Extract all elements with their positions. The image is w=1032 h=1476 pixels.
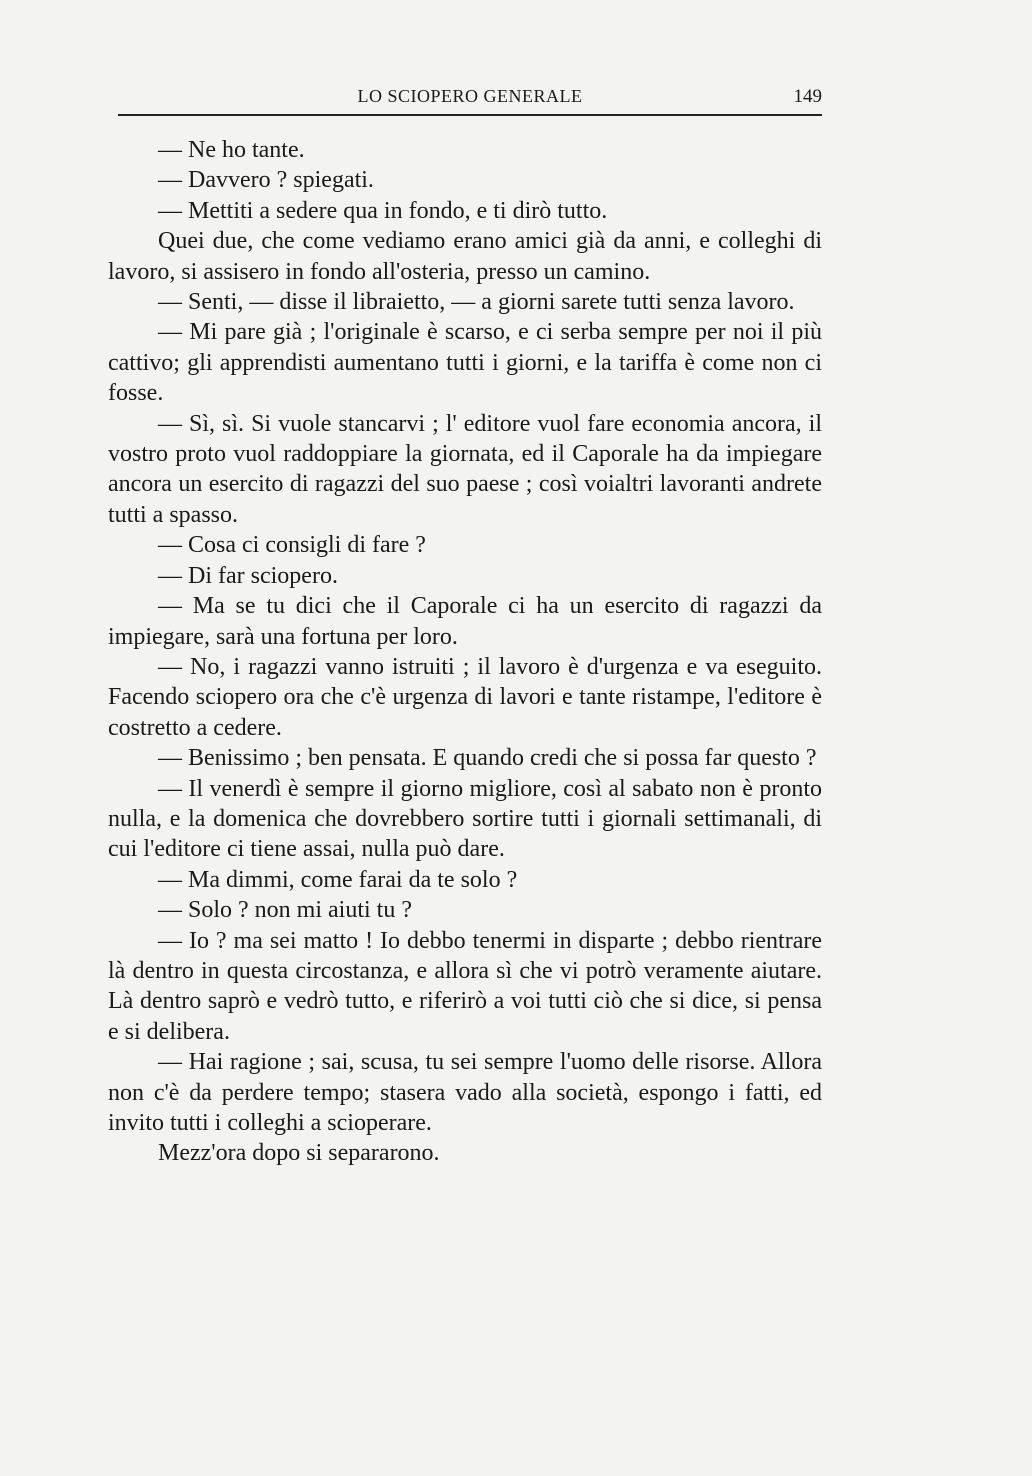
paragraph: — Di far sciopero.	[158, 562, 338, 589]
paragraph: Mezz'ora dopo si separarono.	[158, 1140, 440, 1167]
paragraph: — Ma dimmi, come farai da te solo ?	[158, 866, 518, 893]
body-text	[108, 135, 822, 1169]
paragraph: — Cosa ci consigli di fare ?	[158, 532, 426, 559]
page-number: 149	[793, 86, 822, 107]
paragraph: — Ne ho tante.	[158, 137, 305, 163]
running-title: LO SCIOPERO GENERALE	[357, 86, 583, 106]
paragraph: — No, i ragazzi vanno istruiti ; il lavoro è d'urgenza e va eseguito. Facendo sciopero ora che c'è urgenza di lavori e tante ristampe, l'editore è costretto a cedere.	[108, 653, 822, 741]
paragraph: — Il venerdì è sempre il giorno migliore, così al sabato non è pronto nulla, e la domenica che dovrebbero sortire tutti i giornali settimanali, di cui l'editore ci tiene assai, nulla può dare.	[108, 775, 822, 863]
paragraph: — Mettiti a sedere qua in fondo, e ti dirò tutto.	[158, 197, 608, 224]
paragraph: — Senti, — disse il libraietto, — a giorni sarete tutti senza lavoro.	[158, 289, 795, 316]
paragraph: — Hai ragione ; sai, scusa, tu sei sempre l'uomo delle risorse. Allora non c'è da perdere tempo; stasera vado alla società, espongo i fatti, ed invito tutti i colleghi a scioperare.	[108, 1049, 822, 1136]
paragraph: — Benissimo ; ben pensata. E quando credi che si possa far questo ?	[158, 745, 817, 772]
paragraph: — Mi pare già ; l'originale è scarso, e ci serba sempre per noi il più cattivo; gli apprendisti aumentano tutti i giorni, e la tariffa è come non ci fosse.	[108, 319, 822, 407]
running-head	[118, 86, 822, 112]
paragraph: — Sì, sì. Si vuole stancarvi ; l' editore vuol fare economia ancora, il vostro proto vuol raddoppiare la giornata, ed il Caporale ha da impiegare ancora un esercito di ragazzi del suo paese ; così voialtri lavoranti andrete tutti a spasso.	[108, 410, 822, 528]
paragraph: — Io ? ma sei matto ! Io debbo tenermi in disparte ; debbo rientrare là dentro in questa circostanza, e allora sì che vi potrò veramente aiutare. Là dentro saprò e vedrò tutto, e riferirò a voi tutti ciò che si dice, si pensa e si delibera.	[108, 927, 822, 1045]
paragraph: — Solo ? non mi aiuti tu ?	[158, 897, 412, 924]
paragraph: — Davvero ? spiegati.	[158, 167, 374, 194]
header-rule	[118, 114, 822, 116]
paragraph: Quei due, che come vediamo erano amici già da anni, e colleghi di lavoro, si assisero in fondo all'osteria, presso un camino.	[108, 228, 822, 285]
paragraph: — Ma se tu dici che il Caporale ci ha un esercito di ragazzi da impiegare, sarà una fortuna per loro.	[108, 593, 822, 650]
